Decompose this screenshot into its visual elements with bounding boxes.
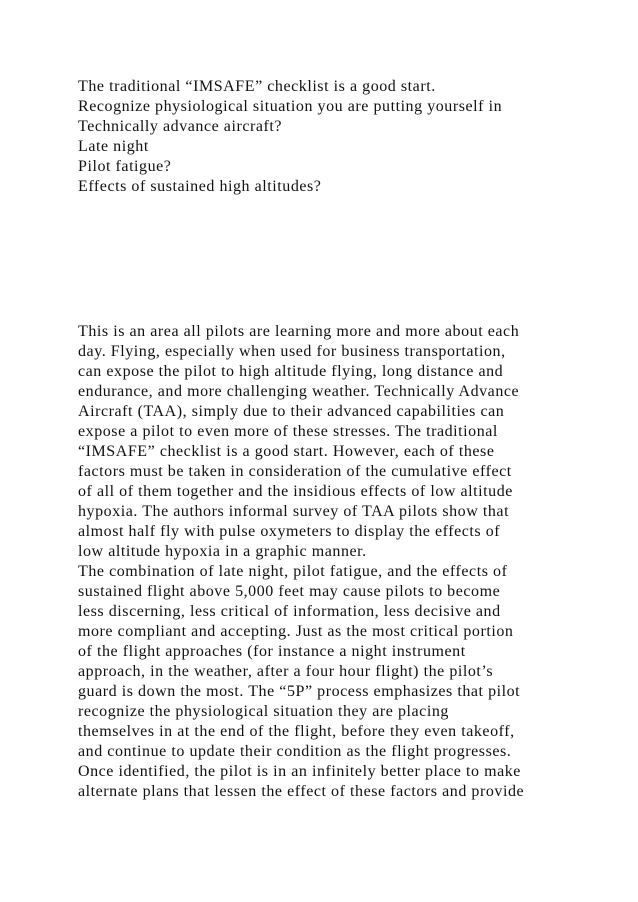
text-line: Late night [78,138,149,155]
text-line: endurance, and more challenging weather. Technically Advance [78,383,520,400]
text-line: The traditional “IMSAFE” checklist is a good start. [78,78,436,95]
text-line: Aircraft (TAA), simply due to their advanced capabilities can [78,403,505,420]
text-line: less discerning, less critical of information, less decisive and [78,603,501,620]
text-line: of the flight approaches (for instance a night instrument [78,643,466,660]
text-line: Once identified, the pilot is in an infinitely better place to make [78,763,521,780]
text-line: more compliant and accepting. Just as the most critical portion [78,623,514,640]
text-line: day. Flying, especially when used for business transportation, [78,343,506,360]
text-line: factors must be taken in consideration of the cumulative effect [78,463,512,480]
text-line: expose a pilot to even more of these stresses. The traditional [78,423,498,440]
text-line: low altitude hypoxia in a graphic manner. [78,543,367,560]
text-line: Recognize physiological situation you are putting yourself in [78,98,503,115]
text-line: Technically advance aircraft? [78,118,283,135]
text-line: Effects of sustained high altitudes? [78,178,322,195]
text-line: of all of them together and the insidious effects of low altitude [78,483,513,500]
text-line: can expose the pilot to high altitude flying, long distance and [78,363,504,380]
text-line: and continue to update their condition as the flight progresses. [78,743,512,760]
text-line: approach, in the weather, after a four hour flight) the pilot’s [78,663,494,680]
text-line: recognize the physiological situation they are placing [78,703,449,720]
text-line: themselves in at the end of the flight, before they even takeoff, [78,723,515,740]
text-line: almost half fly with pulse oxymeters to display the effects of [78,523,501,540]
text-line: The combination of late night, pilot fatigue, and the effects of [78,563,508,580]
text-line: “IMSAFE” checklist is a good start. However, each of these [78,443,495,460]
text-line: alternate plans that lessen the effect of these factors and provide [78,783,525,800]
text-line: guard is down the most. The “5P” process emphasizes that pilot [78,683,521,700]
text-line: Pilot fatigue? [78,158,172,175]
text-line: sustained flight above 5,000 feet may cause pilots to become [78,583,501,600]
text-line: This is an area all pilots are learning more and more about each [78,323,520,340]
text-line: hypoxia. The authors informal survey of TAA pilots show that [78,503,510,520]
